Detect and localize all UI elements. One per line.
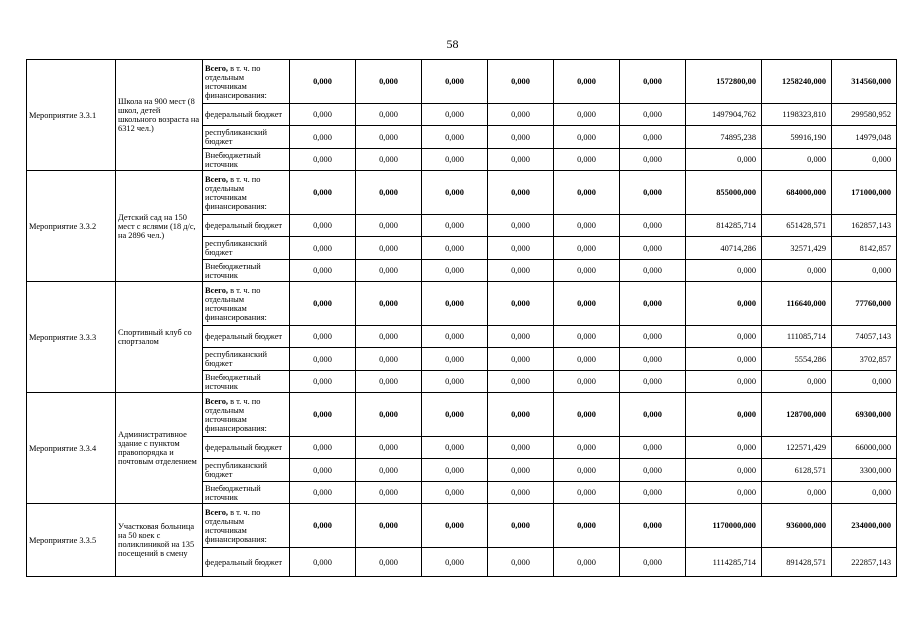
value-cell: 3702,857	[832, 348, 897, 371]
source-cell	[203, 393, 290, 437]
value-cell: 0,000	[554, 348, 620, 371]
value-cell: 128700,000	[762, 393, 832, 437]
value-cell: 1198323,810	[762, 104, 832, 126]
value-cell: 69300,000	[832, 393, 897, 437]
source-cell: республиканский бюджет	[203, 237, 290, 260]
object-cell: Спортивный клуб со спортзалом	[116, 282, 203, 393]
value-cell: 0,000	[620, 237, 686, 260]
value-cell: 0,000	[290, 237, 356, 260]
event-cell: Мероприятие 3.3.3	[27, 282, 116, 393]
value-cell: 66000,000	[832, 437, 897, 459]
value-cell: 0,000	[554, 126, 620, 149]
value-cell: 77760,000	[832, 282, 897, 326]
object-cell: Административное здание с пунктом правопорядка и почтовым отделением	[116, 393, 203, 504]
value-cell: 0,000	[356, 348, 422, 371]
value-cell: 0,000	[554, 459, 620, 482]
value-cell: 0,000	[686, 482, 762, 504]
total-label-bold: Всего,	[205, 285, 228, 295]
value-cell: 0,000	[290, 437, 356, 459]
value-cell: 0,000	[620, 60, 686, 104]
value-cell: 40714,286	[686, 237, 762, 260]
value-cell: 0,000	[290, 215, 356, 237]
value-cell: 0,000	[422, 504, 488, 548]
table-row	[27, 60, 897, 104]
value-cell: 0,000	[422, 437, 488, 459]
value-cell: 0,000	[554, 260, 620, 282]
value-cell: 0,000	[554, 548, 620, 577]
value-cell: 0,000	[356, 371, 422, 393]
event-cell: Мероприятие 3.3.2	[27, 171, 116, 282]
value-cell: 0,000	[686, 326, 762, 348]
value-cell: 0,000	[686, 149, 762, 171]
value-cell: 0,000	[488, 393, 554, 437]
source-cell: Внебюджетный источник	[203, 149, 290, 171]
total-label-rest: в т. ч. по отдельным источникам финансирования:	[205, 285, 267, 322]
value-cell: 0,000	[356, 60, 422, 104]
value-cell: 0,000	[554, 371, 620, 393]
value-cell: 222857,143	[832, 548, 897, 577]
value-cell: 0,000	[290, 260, 356, 282]
table-row	[27, 282, 897, 326]
value-cell: 0,000	[422, 282, 488, 326]
source-cell: Внебюджетный источник	[203, 482, 290, 504]
value-cell: 0,000	[488, 504, 554, 548]
value-cell: 0,000	[686, 437, 762, 459]
value-cell: 0,000	[554, 215, 620, 237]
value-cell: 0,000	[620, 282, 686, 326]
value-cell: 8142,857	[832, 237, 897, 260]
value-cell: 0,000	[762, 149, 832, 171]
value-cell: 684000,000	[762, 171, 832, 215]
value-cell: 0,000	[488, 171, 554, 215]
value-cell: 0,000	[290, 504, 356, 548]
value-cell: 0,000	[290, 104, 356, 126]
total-label-rest: в т. ч. по отдельным источникам финансирования:	[205, 174, 267, 211]
value-cell: 0,000	[356, 104, 422, 126]
value-cell: 0,000	[290, 149, 356, 171]
value-cell: 0,000	[620, 371, 686, 393]
value-cell: 0,000	[620, 459, 686, 482]
value-cell: 0,000	[290, 171, 356, 215]
value-cell: 0,000	[554, 149, 620, 171]
value-cell: 0,000	[422, 482, 488, 504]
source-cell: Внебюджетный источник	[203, 260, 290, 282]
value-cell: 74895,238	[686, 126, 762, 149]
value-cell: 0,000	[422, 126, 488, 149]
value-cell: 0,000	[488, 437, 554, 459]
value-cell: 0,000	[290, 393, 356, 437]
value-cell: 299580,952	[832, 104, 897, 126]
value-cell: 0,000	[620, 171, 686, 215]
value-cell: 122571,429	[762, 437, 832, 459]
value-cell: 314560,000	[832, 60, 897, 104]
value-cell: 0,000	[554, 504, 620, 548]
source-cell: федеральный бюджет	[203, 437, 290, 459]
value-cell: 0,000	[832, 260, 897, 282]
value-cell: 0,000	[620, 437, 686, 459]
value-cell: 116640,000	[762, 282, 832, 326]
value-cell: 0,000	[686, 459, 762, 482]
value-cell: 1170000,000	[686, 504, 762, 548]
value-cell: 0,000	[422, 348, 488, 371]
value-cell: 0,000	[686, 260, 762, 282]
value-cell: 0,000	[554, 326, 620, 348]
value-cell: 0,000	[290, 371, 356, 393]
source-cell	[203, 504, 290, 548]
value-cell: 855000,000	[686, 171, 762, 215]
page-number: 58	[446, 37, 459, 51]
value-cell: 0,000	[620, 548, 686, 577]
value-cell: 32571,429	[762, 237, 832, 260]
value-cell: 0,000	[488, 149, 554, 171]
object-cell: Школа на 900 мест (8 школ, детей школьного возраста на 6312 чел.)	[116, 60, 203, 171]
value-cell: 74057,143	[832, 326, 897, 348]
table-row	[27, 393, 897, 437]
value-cell: 0,000	[488, 237, 554, 260]
value-cell: 1114285,714	[686, 548, 762, 577]
value-cell: 0,000	[290, 60, 356, 104]
value-cell: 0,000	[832, 371, 897, 393]
value-cell: 0,000	[422, 326, 488, 348]
value-cell: 0,000	[686, 393, 762, 437]
value-cell: 0,000	[290, 126, 356, 149]
value-cell: 162857,143	[832, 215, 897, 237]
value-cell: 0,000	[686, 348, 762, 371]
value-cell: 0,000	[762, 371, 832, 393]
value-cell: 0,000	[620, 482, 686, 504]
value-cell: 0,000	[356, 326, 422, 348]
object-cell: Детский сад на 150 мест с яслями (18 д/с, на 2896 чел.)	[116, 171, 203, 282]
value-cell: 0,000	[620, 393, 686, 437]
value-cell: 0,000	[422, 371, 488, 393]
value-cell: 0,000	[356, 482, 422, 504]
value-cell: 1258240,000	[762, 60, 832, 104]
value-cell: 171000,000	[832, 171, 897, 215]
value-cell: 0,000	[356, 459, 422, 482]
value-cell: 0,000	[686, 282, 762, 326]
source-cell: федеральный бюджет	[203, 104, 290, 126]
value-cell: 0,000	[356, 393, 422, 437]
value-cell: 111085,714	[762, 326, 832, 348]
value-cell: 0,000	[488, 348, 554, 371]
value-cell: 0,000	[290, 348, 356, 371]
value-cell: 936000,000	[762, 504, 832, 548]
value-cell: 0,000	[554, 171, 620, 215]
value-cell: 0,000	[686, 371, 762, 393]
value-cell: 0,000	[488, 282, 554, 326]
value-cell: 0,000	[488, 126, 554, 149]
value-cell: 0,000	[554, 60, 620, 104]
total-label-rest: в т. ч. по отдельным источникам финансирования:	[205, 396, 267, 433]
value-cell: 0,000	[488, 548, 554, 577]
value-cell: 0,000	[290, 326, 356, 348]
event-cell: Мероприятие 3.3.5	[27, 504, 116, 577]
value-cell: 0,000	[488, 459, 554, 482]
value-cell: 0,000	[290, 548, 356, 577]
event-cell: Мероприятие 3.3.4	[27, 393, 116, 504]
value-cell: 0,000	[762, 260, 832, 282]
value-cell: 0,000	[762, 482, 832, 504]
source-cell: республиканский бюджет	[203, 348, 290, 371]
total-label-bold: Всего,	[205, 63, 228, 73]
value-cell: 0,000	[356, 215, 422, 237]
source-cell: Внебюджетный источник	[203, 371, 290, 393]
value-cell: 0,000	[290, 482, 356, 504]
value-cell: 0,000	[422, 215, 488, 237]
value-cell: 5554,286	[762, 348, 832, 371]
value-cell: 0,000	[554, 482, 620, 504]
value-cell: 0,000	[422, 171, 488, 215]
value-cell: 814285,714	[686, 215, 762, 237]
value-cell: 0,000	[488, 482, 554, 504]
value-cell: 234000,000	[832, 504, 897, 548]
value-cell: 0,000	[356, 504, 422, 548]
value-cell: 0,000	[832, 149, 897, 171]
source-cell: федеральный бюджет	[203, 548, 290, 577]
value-cell: 0,000	[620, 104, 686, 126]
value-cell: 0,000	[554, 393, 620, 437]
value-cell: 0,000	[422, 393, 488, 437]
value-cell: 0,000	[422, 459, 488, 482]
event-cell: Мероприятие 3.3.1	[27, 60, 116, 171]
value-cell: 0,000	[356, 126, 422, 149]
value-cell: 1497904,762	[686, 104, 762, 126]
value-cell: 0,000	[422, 60, 488, 104]
value-cell: 651428,571	[762, 215, 832, 237]
value-cell: 0,000	[488, 60, 554, 104]
value-cell: 0,000	[356, 149, 422, 171]
value-cell: 0,000	[356, 237, 422, 260]
value-cell: 0,000	[356, 282, 422, 326]
value-cell: 0,000	[620, 326, 686, 348]
value-cell: 3300,000	[832, 459, 897, 482]
source-cell: республиканский бюджет	[203, 126, 290, 149]
source-cell	[203, 171, 290, 215]
value-cell: 0,000	[290, 459, 356, 482]
value-cell: 0,000	[620, 149, 686, 171]
value-cell: 0,000	[620, 348, 686, 371]
total-label-rest: в т. ч. по отдельным источникам финансирования:	[205, 507, 267, 544]
total-label-bold: Всего,	[205, 507, 228, 517]
value-cell: 0,000	[620, 126, 686, 149]
object-cell: Участковая больница на 50 коек с поликлиникой на 135 посещений в смену	[116, 504, 203, 577]
value-cell: 6128,571	[762, 459, 832, 482]
value-cell: 0,000	[488, 260, 554, 282]
value-cell: 0,000	[356, 260, 422, 282]
value-cell: 0,000	[356, 171, 422, 215]
value-cell: 0,000	[422, 104, 488, 126]
value-cell: 0,000	[488, 215, 554, 237]
value-cell: 0,000	[554, 437, 620, 459]
value-cell: 0,000	[620, 260, 686, 282]
source-cell: федеральный бюджет	[203, 215, 290, 237]
source-cell	[203, 60, 290, 104]
value-cell: 0,000	[620, 215, 686, 237]
total-label-rest: в т. ч. по отдельным источникам финансирования:	[205, 63, 267, 100]
value-cell: 14979,048	[832, 126, 897, 149]
value-cell: 0,000	[356, 437, 422, 459]
value-cell: 891428,571	[762, 548, 832, 577]
value-cell: 0,000	[554, 237, 620, 260]
value-cell: 59916,190	[762, 126, 832, 149]
value-cell: 0,000	[356, 548, 422, 577]
value-cell: 0,000	[290, 282, 356, 326]
value-cell: 0,000	[422, 260, 488, 282]
total-label-bold: Всего,	[205, 174, 228, 184]
source-cell: федеральный бюджет	[203, 326, 290, 348]
value-cell: 0,000	[554, 282, 620, 326]
source-cell	[203, 282, 290, 326]
value-cell: 0,000	[422, 237, 488, 260]
value-cell: 0,000	[422, 548, 488, 577]
value-cell: 0,000	[554, 104, 620, 126]
value-cell: 1572800,00	[686, 60, 762, 104]
value-cell: 0,000	[422, 149, 488, 171]
value-cell: 0,000	[488, 104, 554, 126]
budget-table	[26, 59, 897, 577]
table-row	[27, 171, 897, 215]
value-cell: 0,000	[488, 371, 554, 393]
total-label-bold: Всего,	[205, 396, 228, 406]
table-row	[27, 504, 897, 548]
value-cell: 0,000	[620, 504, 686, 548]
value-cell: 0,000	[488, 326, 554, 348]
source-cell: республиканский бюджет	[203, 459, 290, 482]
value-cell: 0,000	[832, 482, 897, 504]
